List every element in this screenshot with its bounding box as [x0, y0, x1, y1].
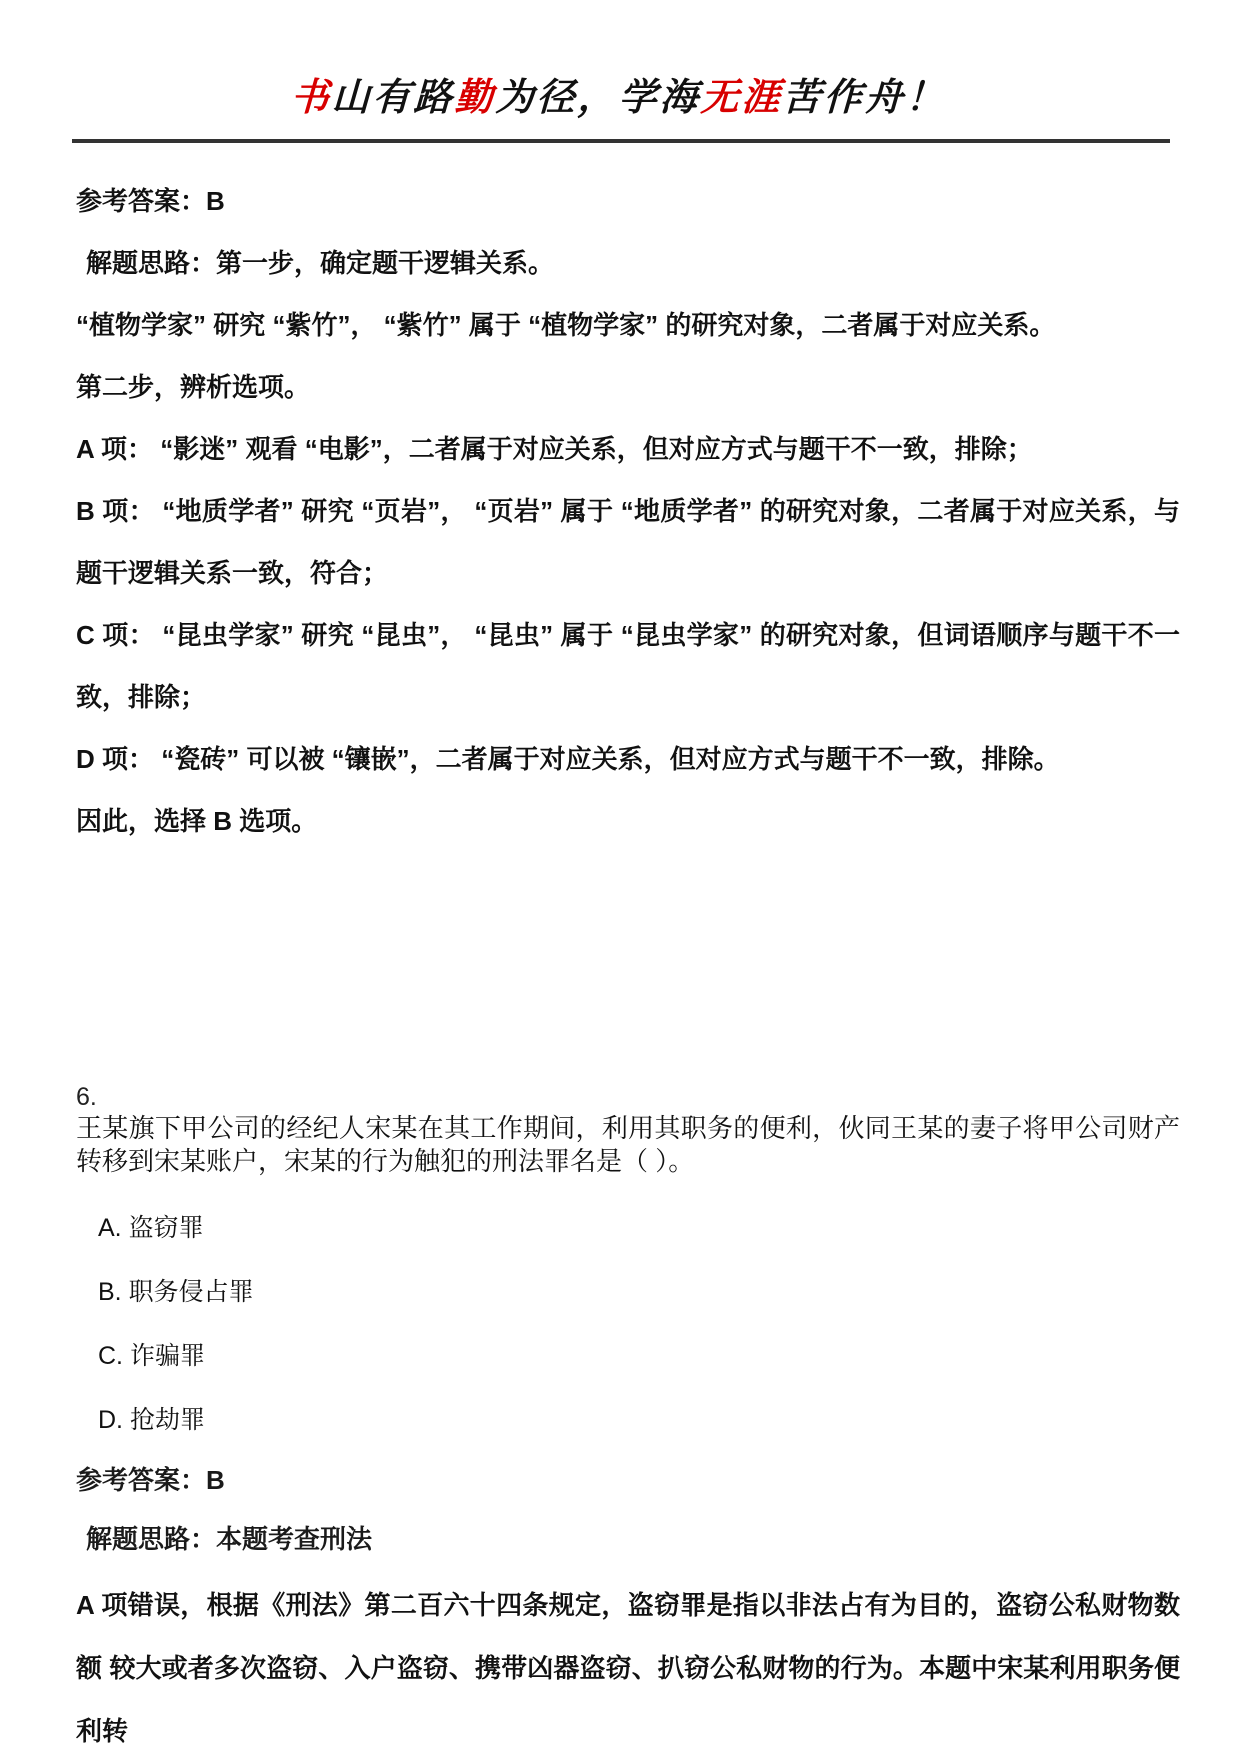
option-a: A. 盗窃罪 — [98, 1214, 204, 1242]
reference-answer-label: 参考答案：B — [76, 186, 225, 216]
option-c: C. 诈骗罪 — [98, 1342, 205, 1370]
analysis-paragraph-option-d: D 项： “瓷砖” 可以被 “镶嵌”，二者属于对应关系，但对应方式与题干不一致，排除。 — [76, 744, 1060, 774]
motto-segment: 为径， — [494, 77, 620, 119]
analysis-paragraph: “植物学家” 研究 “紫竹”， “紫竹” 属于 “植物学家” 的研究对象，二者属于对应关系。 — [76, 310, 1056, 340]
motto-segment: 无涯 — [699, 77, 784, 119]
motto-segment: 学海 — [617, 77, 702, 119]
header-motto — [0, 0, 1240, 121]
option-d: D. 抢劫罪 — [98, 1406, 205, 1434]
answer-explanation-block — [76, 170, 1180, 852]
reference-answer-label: 参考答案：B — [76, 1465, 225, 1495]
question-6-block — [76, 1082, 1180, 1753]
motto-segment: 书 — [289, 77, 333, 119]
motto-segment: 山有路 — [330, 77, 456, 119]
header-divider — [72, 139, 1170, 143]
analysis-title: 解题思路：本题考查刑法 — [86, 1524, 373, 1554]
analysis-paragraph: A 项错误，根据《刑法》第二百六十四条规定，盗窃罪是指以非法占有为目的，盗窃公私财物数额 较大或者多次盗窃、入户盗窃、携带凶器盗窃、扒窃公私财物的行为。本题中宋某利用职务便利转 — [76, 1590, 1180, 1746]
question-options — [76, 1196, 1180, 1452]
option-b: B. 职务侵占罪 — [98, 1278, 254, 1306]
analysis-paragraph-option-c: C 项： “昆虫学家” 研究 “昆虫”， “昆虫” 属于 “昆虫学家” 的研究对象，但词语顺序与题干不一 致，排除； — [76, 620, 1180, 712]
analysis-paragraph-option-a: A 项： “影迷” 观看 “电影”，二者属于对应关系，但对应方式与题干不一致，排除； — [76, 434, 1033, 464]
motto-segment: 苦作舟！ — [781, 77, 948, 119]
analysis-title: 解题思路：第一步，确定题干逻辑关系。 — [86, 248, 555, 278]
motto-segment: 勤 — [453, 77, 497, 119]
question-stem: 王某旗下甲公司的经纪人宋某在其工作期间，利用其职务的便利，伙同王某的妻子将甲公司财产转移到宋某账户，宋某的行为触犯的刑法罪名是（ ）。 — [76, 1113, 1180, 1176]
page-content — [76, 170, 1180, 1753]
analysis-paragraph: 第二步，辨析选项。 — [76, 372, 311, 402]
analysis-conclusion: 因此，选择 B 选项。 — [76, 806, 318, 836]
question-number: 6. — [76, 1083, 97, 1111]
analysis-paragraph-option-b: B 项： “地质学者” 研究 “页岩”， “页岩” 属于 “地质学者” 的研究对象，二者属于对应关系，与 题干逻辑关系一致，符合； — [76, 496, 1180, 588]
